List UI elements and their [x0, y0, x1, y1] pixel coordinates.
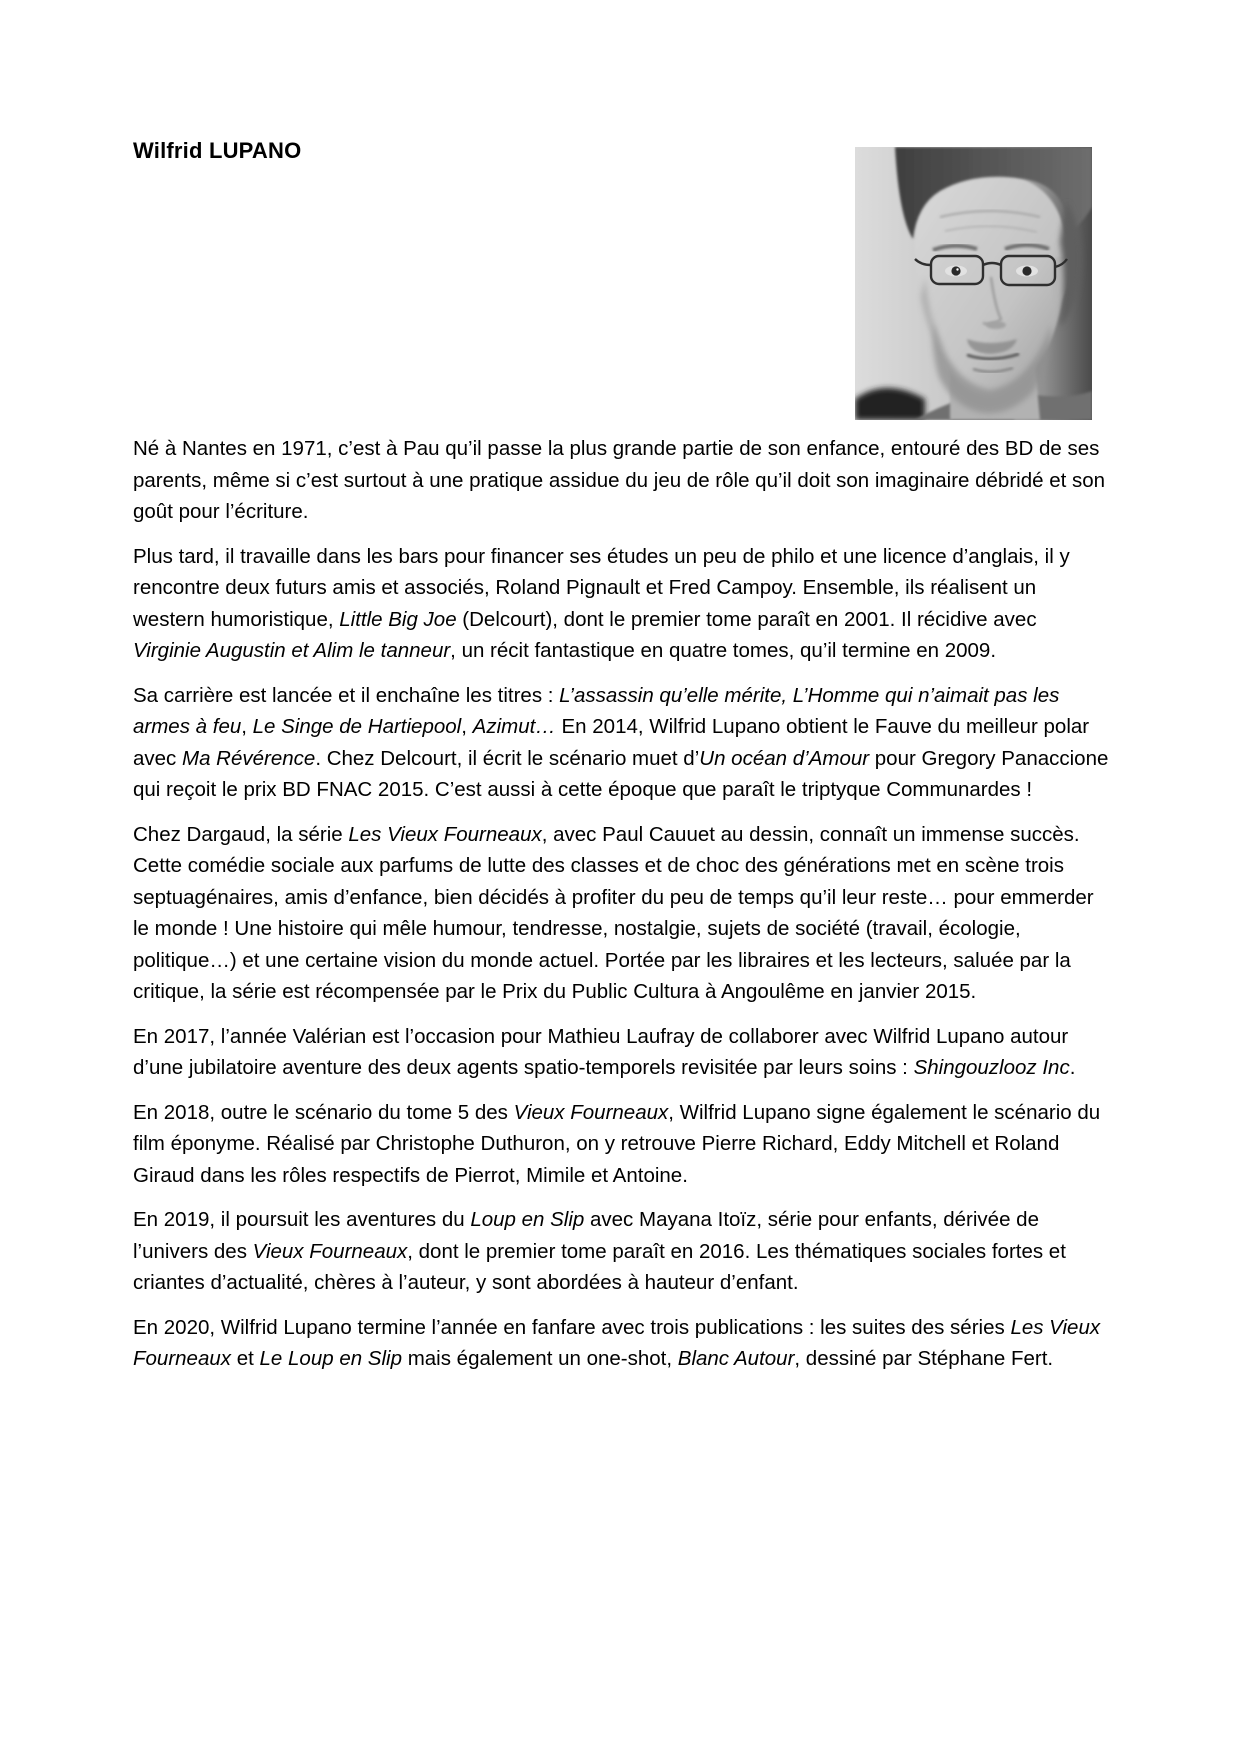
bio-text-run: En 2019, il poursuit les aventures du	[133, 1208, 471, 1231]
page-title: Wilfrid LUPANO	[133, 138, 302, 163]
photo-eye-left	[951, 266, 960, 275]
bio-text-run-italic: Les Vieux Fourneaux	[133, 1315, 1101, 1370]
bio-text-run-italic: Le Loup en Slip	[259, 1347, 402, 1370]
bio-text-run: Chez Dargaud, la série	[133, 822, 349, 846]
photo-nose-shadow	[986, 321, 1006, 329]
bio-text-run: Né à Nantes en 1971, c’est à Pau qu’il passe la plus grande partie de son enfance, entouré des BD de ses parents, même si c’est surtout à une pratique assidue du jeu de rôle qu’il doit son imaginaire débridé et son goût pour l’écriture.	[133, 437, 1106, 523]
bio-text-run-italic: Un océan d’Amour	[699, 746, 870, 770]
bio-text-run-italic: Les Vieux Fourneaux	[348, 822, 542, 846]
bio-text-run: Plus tard, il travaille dans les bars pour financer ses études un peu de philo et une licence d’anglais, il y rencontre deux futurs amis et associés, Roland Pignault et Fred Campoy. Ensemble, ils réalisent un western humoristique,	[133, 544, 1070, 631]
bio-text-run-italic: L’assassin qu’elle mérite, L’Homme qui n’aimait pas les armes à feu	[133, 683, 1060, 738]
bio-text-run: , Wilfrid Lupano signe également le scénario du film éponyme. Réalisé par Christophe Duthuron, on y retrouve Pierre Richard, Eddy Mitchell et Roland Giraud dans les rôles respectifs de Pierrot, Mimile et Antoine.	[133, 1100, 1101, 1187]
bio-paragraph	[133, 819, 1109, 1008]
photo-eye-glint	[956, 268, 958, 270]
bio-text-run: . Chez Delcourt, il écrit le scénario muet d’	[315, 746, 700, 770]
bio-text-run-italic: Ma Révérence	[182, 746, 316, 770]
bio-paragraph	[133, 433, 1109, 528]
bio-text-run: (Delcourt), dont le premier tome paraît en 2001. Il récidive avec	[456, 607, 1037, 631]
portrait-photo	[855, 147, 1092, 420]
bio-paragraph	[133, 1312, 1109, 1375]
bio-text-run-italic: Blanc Autour	[677, 1347, 795, 1370]
bio-text-run: , avec Paul Cauuet au dessin, connaît un immense succès. Cette comédie sociale aux parfums de lutte des classes et de choc des générations met en scène trois septuagénaires, amis d’enfance, bien décidés à profiter du peu de temps qu’il leur reste… pour emmerder le monde ! Une histoire qui mêle humour, tendresse, nostalgie, sujets de société (travail, écologie, politique…) et une certaine vision du monde actuel. Portée par les libraires et les lecteurs, saluée par la critique, la série est récompensée par le Prix du Public Cultura à Angoulême en janvier 2015.	[133, 822, 1094, 1003]
bio-text-run-italic: Loup en Slip	[470, 1208, 585, 1231]
bio-text-run: , un récit fantastique en quatre tomes, qu’il termine en 2009.	[450, 639, 997, 662]
portrait-photo-graphic	[855, 147, 1092, 420]
bio-text-run-italic: Azimut…	[472, 715, 556, 738]
bio-text-run: avec Mayana Itoïz, série pour enfants, dérivée de l’univers des	[133, 1208, 1039, 1263]
bio-text-run: En 2018, outre le scénario du tome 5 des	[133, 1100, 514, 1124]
bio-text-run-italic: Le Singe de Hartiepool	[252, 715, 462, 738]
bio-text-run: En 2017, l’année Valérian est l’occasion pour Mathieu Laufray de collaborer avec Wilfrid Lupano autour d’une jubilatoire aventure des deux agents spatio-temporels revisitée par leurs soins :	[133, 1024, 1069, 1079]
bio-paragraph	[133, 1021, 1109, 1084]
bio-text-run: mais également un one-shot,	[402, 1347, 678, 1370]
bio-text-run-italic: Virginie Augustin et Alim le tanneur	[133, 639, 451, 662]
photo-eye-right	[1022, 266, 1031, 275]
bio-text-run-italic: Vieux Fourneaux	[513, 1100, 669, 1124]
bio-text-run: pour Gregory Panaccione qui reçoit le prix BD FNAC 2015. C’est aussi à cette époque que paraît le triptyque Communardes !	[133, 746, 1109, 801]
bio-paragraph	[133, 680, 1109, 806]
bio-text-run: ,	[461, 715, 473, 738]
bio-text-run: ,	[241, 715, 253, 738]
bio-text-run: et	[231, 1347, 260, 1370]
bio-text-run-italic: Little Big Joe	[339, 607, 457, 631]
bio-text-run-italic: Shingouzlooz Inc	[913, 1056, 1070, 1079]
bio-text-run-italic: Vieux Fourneaux	[252, 1239, 408, 1263]
bio-paragraph	[133, 1097, 1109, 1192]
bio-text-run: En 2014, Wilfrid Lupano obtient le Fauve du meilleur polar avec	[133, 715, 1090, 770]
bio-paragraph	[133, 541, 1109, 667]
bio-paragraph	[133, 1204, 1109, 1299]
bio-text-run: En 2020, Wilfrid Lupano termine l’année en fanfare avec trois publications : les suites des séries	[133, 1315, 1011, 1339]
bio-text-run: , dont le premier tome paraît en 2016. Les thématiques sociales fortes et criantes d’actualité, chères à l’auteur, y sont abordées à hauteur d’enfant.	[133, 1239, 1066, 1294]
bio-paragraphs	[133, 433, 1109, 1388]
bio-text-run: .	[1069, 1056, 1076, 1079]
bio-text-run: Sa carrière est lancée et il enchaîne les titres :	[133, 683, 560, 707]
bio-text-run: , dessiné par Stéphane Fert.	[794, 1347, 1054, 1370]
